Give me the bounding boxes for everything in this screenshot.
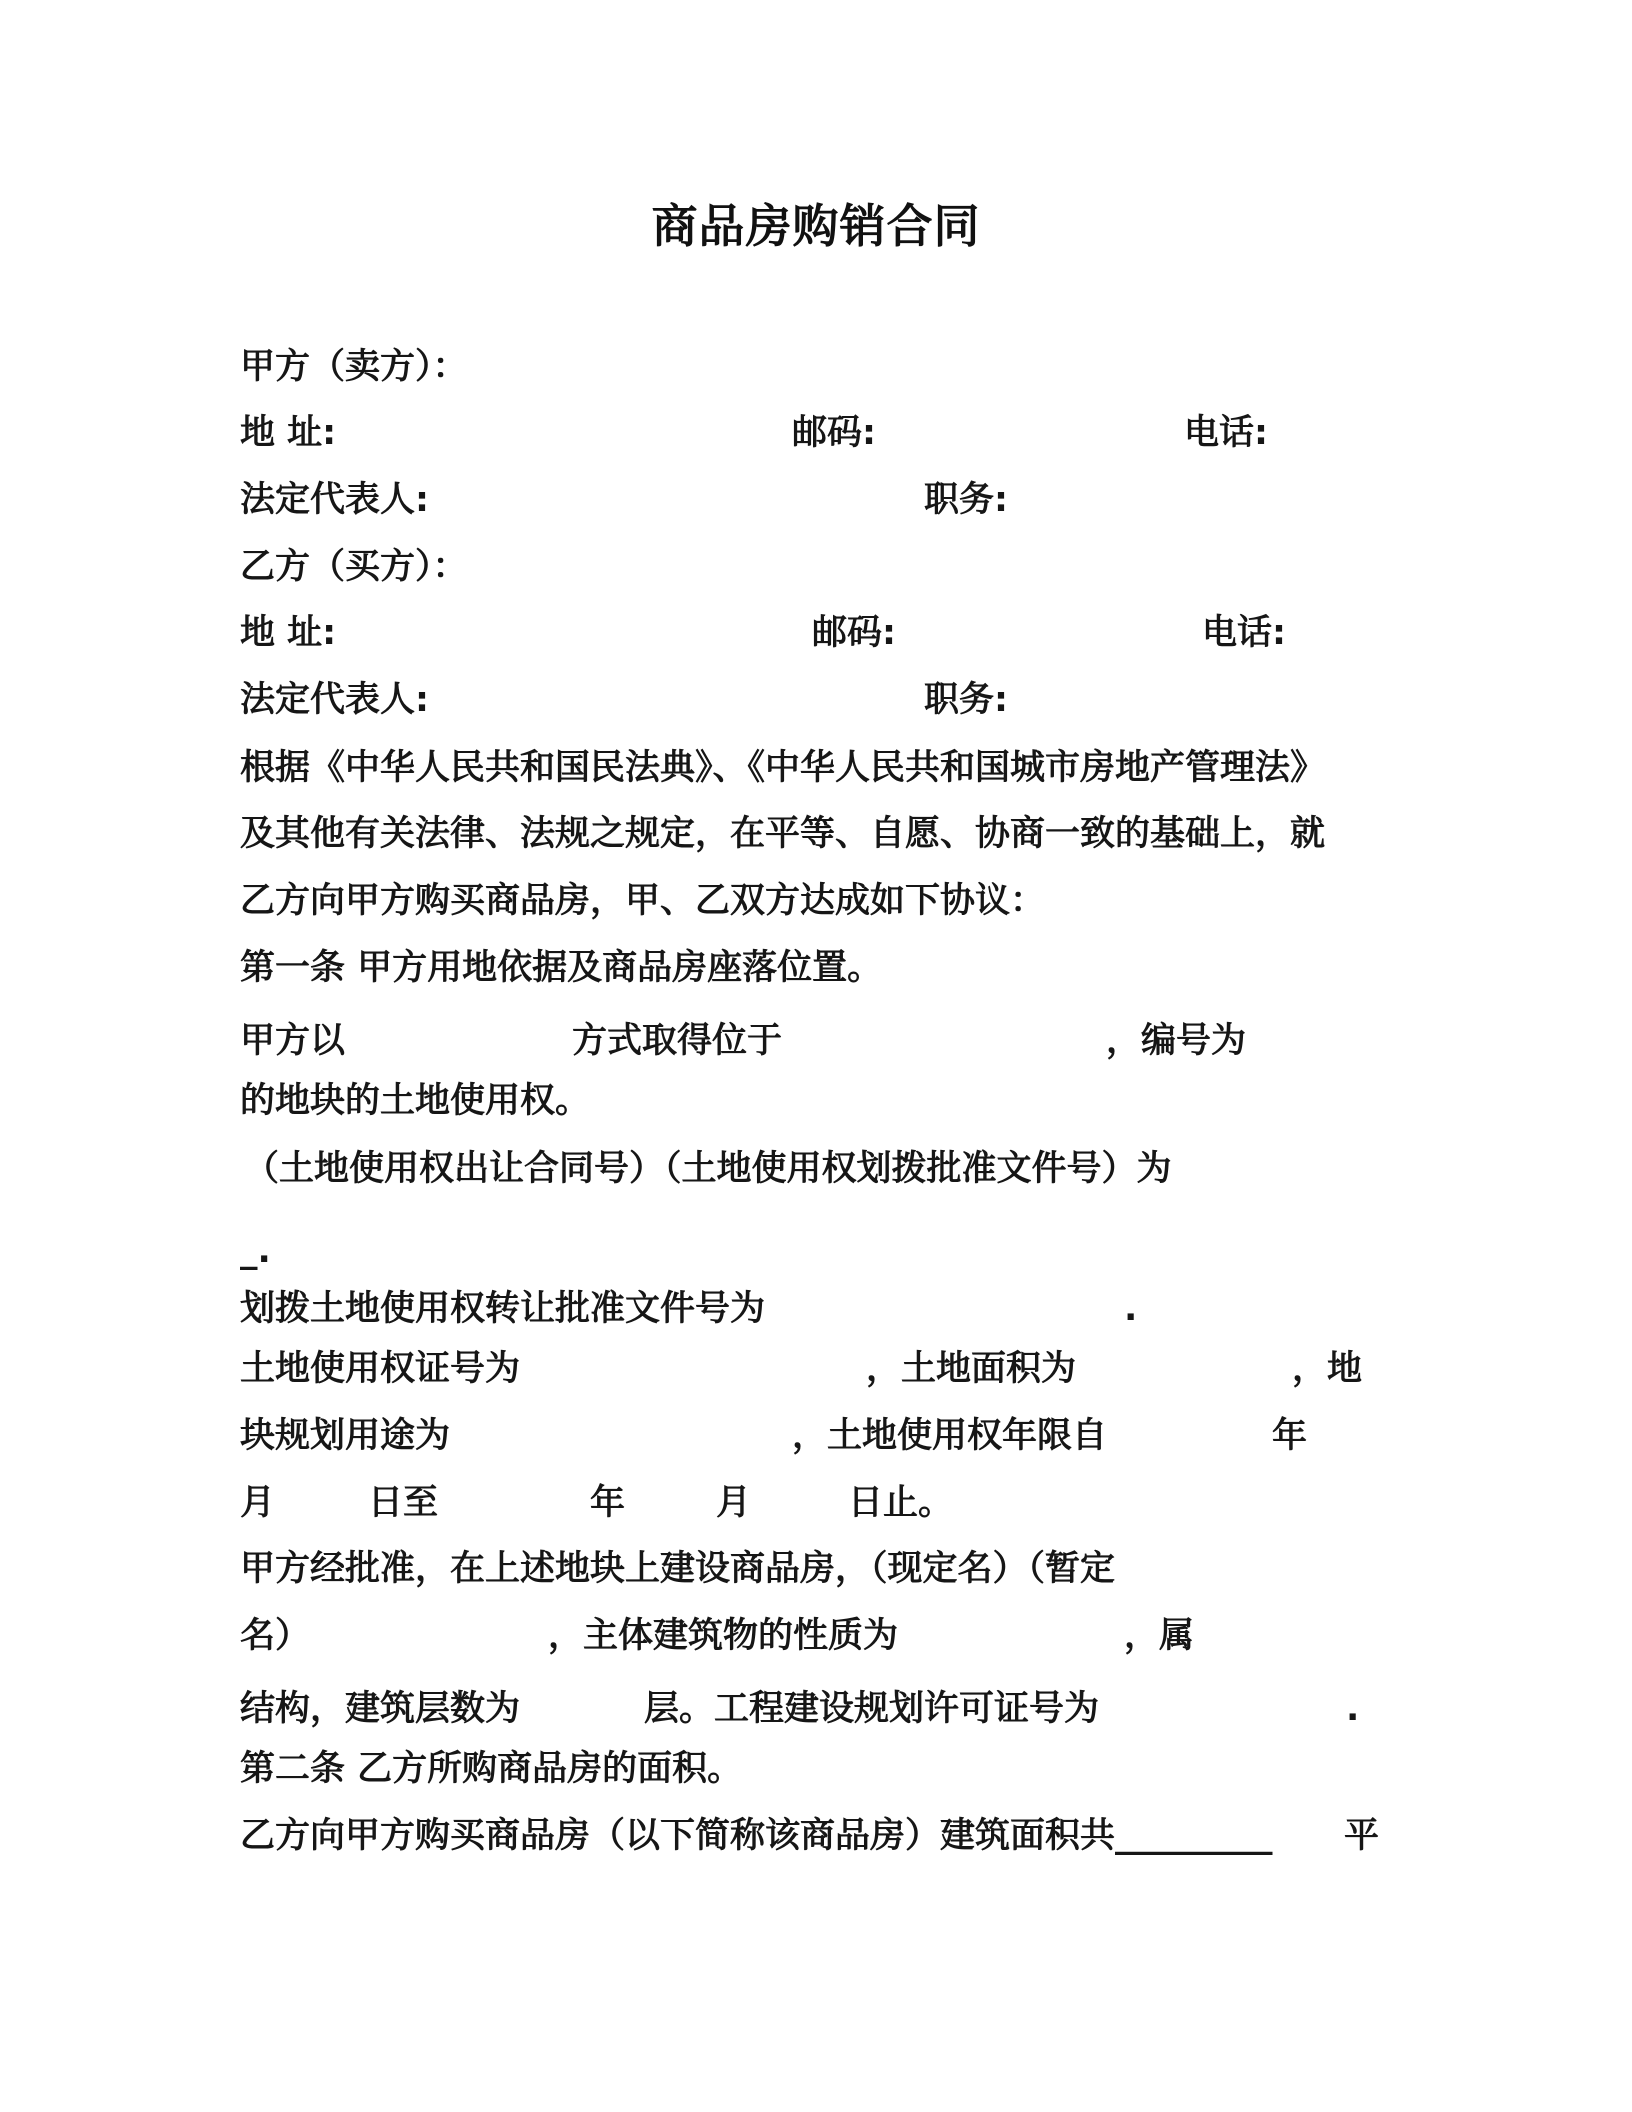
article-1-line-10a: 名） (240, 1616, 311, 1656)
article-1-line-6a: 土地使用权证号为 (240, 1349, 521, 1389)
article-1-line-11b: 层。工程建设规划许可证号为 (644, 1689, 1100, 1729)
article-1-line-10b: ，主体建筑物的性质为 (548, 1616, 899, 1656)
article-1-line-1a: 甲方以 (240, 1021, 346, 1061)
party-a-phone-label: 电话: (1184, 413, 1268, 453)
article-1-line-11c: . (1346, 1689, 1360, 1729)
article-1-line-5a: 划拨土地使用权转让批准文件号为 (240, 1289, 766, 1329)
party-a-position-label: 职务: (924, 480, 1008, 520)
preamble-line-2: 及其他有关法律、法规之规定，在平等、自愿、协商一致的基础上，就 (240, 814, 1326, 854)
party-a-heading: 甲方（卖方）： (240, 347, 468, 387)
party-b-address-label: 地 址: (240, 613, 337, 653)
article-1-line-7c: 年 (1272, 1416, 1308, 1456)
article-1-line-7a: 块规划用途为 (240, 1416, 451, 1456)
party-b-legal-rep-label: 法定代表人: (240, 680, 429, 720)
article-1-line-11a: 结构，建筑层数为 (240, 1689, 521, 1729)
preamble-line-3: 乙方向甲方购买商品房，甲、乙双方达成如下协议： (240, 881, 1046, 921)
article-1-line-8a: 月 (240, 1483, 276, 1523)
article-1-line-4: _. (240, 1231, 271, 1271)
article-1-line-5b: . (1124, 1289, 1138, 1329)
party-b-postcode-label: 邮码: (812, 613, 896, 653)
article-1-line-1b: 方式取得位于 (572, 1021, 783, 1061)
article-2-line-1a: 乙方向甲方购买商品房（以下简称该商品房）建筑面积共_________ (240, 1816, 1273, 1856)
article-1-line-6b: ，土地面积为 (866, 1349, 1077, 1389)
article-1-line-1c: ，编号为 (1106, 1021, 1247, 1061)
party-a-legal-rep-label: 法定代表人: (240, 480, 429, 520)
party-b-phone-label: 电话: (1202, 613, 1286, 653)
article-1-heading: 第一条 甲方用地依据及商品房座落位置。 (240, 948, 883, 988)
party-a-address-label: 地 址: (240, 413, 337, 453)
article-2-line-1b: 平 (1344, 1816, 1380, 1856)
party-a-postcode-label: 邮码: (792, 413, 876, 453)
article-1-line-8b: 日至 (368, 1483, 439, 1523)
article-1-line-6c: ，地 (1292, 1349, 1363, 1389)
document-title: 商品房购销合同 (651, 199, 981, 253)
article-1-line-10c: ，属 (1124, 1616, 1195, 1656)
article-1-line-3: （土地使用权出让合同号）（土地使用权划拨批准文件号）为 (244, 1149, 1172, 1189)
article-1-line-9: 甲方经批准，在上述地块上建设商品房，（现定名）（暂定 (240, 1549, 1116, 1589)
preamble-line-1: 根据《中华人民共和国民法典》、《中华人民共和国城市房地产管理法》 (240, 748, 1326, 788)
article-1-line-7b: ，土地使用权年限自 (792, 1416, 1108, 1456)
article-2-heading: 第二条 乙方所购商品房的面积。 (240, 1749, 743, 1789)
article-1-line-8e: 日止。 (848, 1483, 954, 1523)
article-1-line-2: 的地块的土地使用权。 (240, 1081, 591, 1121)
party-b-heading: 乙方（买方）： (240, 547, 468, 587)
party-b-position-label: 职务: (924, 680, 1008, 720)
article-1-line-8c: 年 (590, 1483, 626, 1523)
article-1-line-8d: 月 (716, 1483, 752, 1523)
